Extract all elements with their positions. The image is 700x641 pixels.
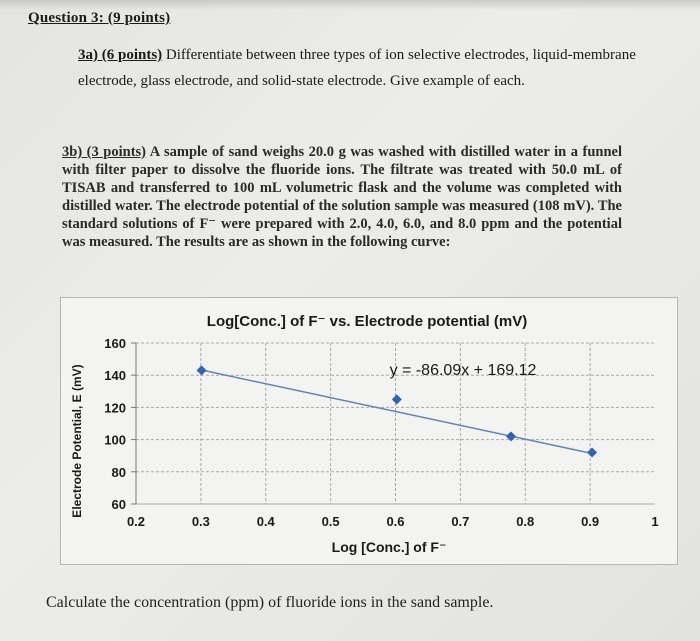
x-axis-label: Log [Conc.] of F⁻ [331, 539, 447, 555]
y-axis-label: Electrode Potential, E (mV) [70, 364, 84, 518]
x-tick-label: 0.9 [581, 514, 600, 529]
x-tick-label: 0.3 [191, 514, 210, 529]
chart-trendline-layer [202, 370, 593, 453]
x-tick-label: 0.6 [386, 514, 405, 529]
trendline-equation: y = -86.09x + 169.12 [389, 362, 537, 379]
part-b-text: A sample of sand weighs 20.0 g was washed with distilled water in a funnel with filter paper to dissolve the fluoride ions. The filtrate was treated with 50.0 mL of TISAB and transferred to 100 mL volumetric flask and the volume was completed with distilled water. The electrode potential of the solution sample was measured (108 mV). The standard solutions of F⁻ were prepared with 2.0, 4.0, 6.0, and 8.0 ppm and the potential was measured. The results are as shown in the following curve: [62, 144, 622, 250]
y-axis-ticks [104, 336, 126, 512]
x-tick-label: 0.7 [451, 514, 470, 529]
x-tick-label: 0.4 [256, 514, 275, 529]
x-tick-label: 0.2 [126, 514, 146, 529]
chart-svg [61, 298, 677, 564]
data-point [197, 365, 207, 375]
part-b-block [62, 143, 622, 251]
x-tick-label: 1 [651, 514, 659, 529]
chart-title: Log[Conc.] of F⁻ vs. Electrode potential (mV) [206, 313, 528, 330]
data-point [392, 394, 402, 404]
question-title: Question 3: (9 points) [28, 10, 171, 26]
part-a-label: 3a) (6 points) [78, 47, 163, 63]
y-tick-label: 160 [104, 336, 126, 351]
part-b-label: 3b) (3 points) [62, 144, 147, 160]
x-axis-ticks [127, 514, 659, 529]
y-tick-label: 80 [111, 464, 126, 480]
page-shadow [0, 0, 700, 10]
y-tick-label: 120 [104, 400, 126, 416]
data-point [587, 447, 597, 457]
part-a-block [78, 42, 638, 94]
y-tick-label: 60 [111, 497, 126, 512]
y-tick-label: 100 [104, 432, 126, 448]
x-tick-label: 0.5 [321, 514, 340, 529]
part-a-text: Differentiate between three types of ion selective electrodes, liquid-membrane electrode, glass electrode, and solid-state electrode. Give example of each. [78, 47, 636, 89]
y-tick-label: 140 [104, 368, 126, 384]
final-question: Calculate the concentration (ppm) of fluoride ions in the sand sample. [46, 594, 494, 611]
x-tick-label: 0.8 [516, 514, 535, 529]
trendline [202, 370, 593, 453]
calibration-chart [60, 297, 678, 565]
